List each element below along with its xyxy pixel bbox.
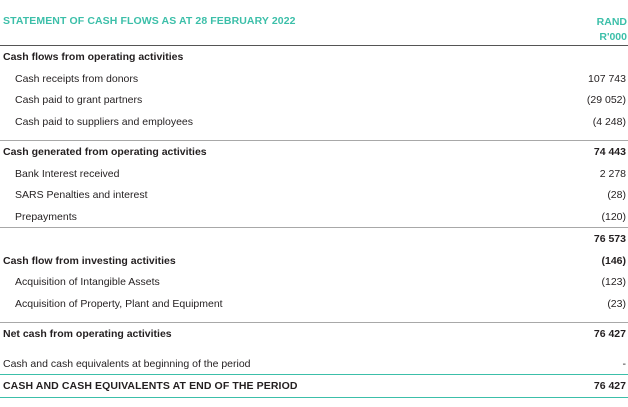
row-value: 74 443: [593, 146, 626, 158]
row-value: (146): [601, 254, 626, 267]
row-value: 76 427: [593, 328, 626, 340]
row-cash-paid-suppliers-employees: [0, 111, 628, 133]
row-bank-interest-received: [0, 163, 628, 185]
row-label: Cash flows from operating activities: [3, 51, 184, 63]
row-value: 107 743: [588, 72, 626, 85]
row-acquisition-intangible-assets: [0, 271, 628, 293]
row-label: Cash flow from investing activities: [3, 254, 176, 267]
statement-rows: [0, 46, 628, 398]
row-label: CASH AND CASH EQUIVALENTS AT END OF THE PERIOD: [3, 380, 298, 392]
row-prepayments: [0, 206, 628, 228]
row-label: Prepayments: [15, 210, 77, 223]
row-value: (29 052): [586, 94, 626, 106]
row-cash-paid-grant-partners: [0, 89, 628, 111]
row-label: Acquisition of Property, Plant and Equipment: [15, 297, 223, 310]
row-label: Bank Interest received: [15, 167, 120, 180]
row-value: 2 278: [599, 167, 626, 180]
row-sars-penalties-interest: [0, 184, 628, 206]
row-label: Cash and cash equivalents at beginning of the period: [3, 357, 251, 370]
row-label: Net cash from operating activities: [3, 328, 172, 340]
row-label: Cash generated from operating activities: [3, 146, 207, 158]
row-value: (120): [601, 210, 626, 223]
statement-header: [0, 0, 628, 46]
row-value: 76 427: [593, 380, 626, 392]
section-operating-activities: [0, 46, 628, 68]
row-value: -: [622, 357, 626, 370]
row-value: (123): [601, 276, 626, 288]
row-cash-receipts-from-donors: [0, 68, 628, 90]
currency-column-header: [597, 15, 627, 45]
row-net-cash-operating: [0, 322, 628, 345]
row-acquisition-property-plant-equipment: [0, 293, 628, 315]
row-cash-beginning-period: [0, 353, 628, 375]
row-label: SARS Penalties and interest: [15, 189, 148, 201]
row-label: Cash paid to grant partners: [15, 94, 143, 106]
row-value: (28): [607, 189, 626, 201]
row-value: (23): [607, 297, 626, 310]
currency-label: RAND: [596, 16, 627, 28]
row-label: Acquisition of Intangible Assets: [15, 276, 160, 288]
row-label: Cash receipts from donors: [15, 72, 139, 85]
row-cash-end-period: [0, 374, 628, 398]
currency-unit: R'000: [599, 31, 627, 43]
row-cash-generated-operating: [0, 140, 628, 163]
row-subtotal: [0, 227, 628, 250]
row-label: Cash paid to suppliers and employees: [15, 115, 194, 128]
row-value: 76 573: [593, 233, 626, 245]
statement-title: STATEMENT OF CASH FLOWS AS AT 28 FEBRUARY 2022: [3, 15, 296, 27]
section-investing-activities: [0, 250, 628, 272]
row-value: (4 248): [592, 115, 626, 128]
